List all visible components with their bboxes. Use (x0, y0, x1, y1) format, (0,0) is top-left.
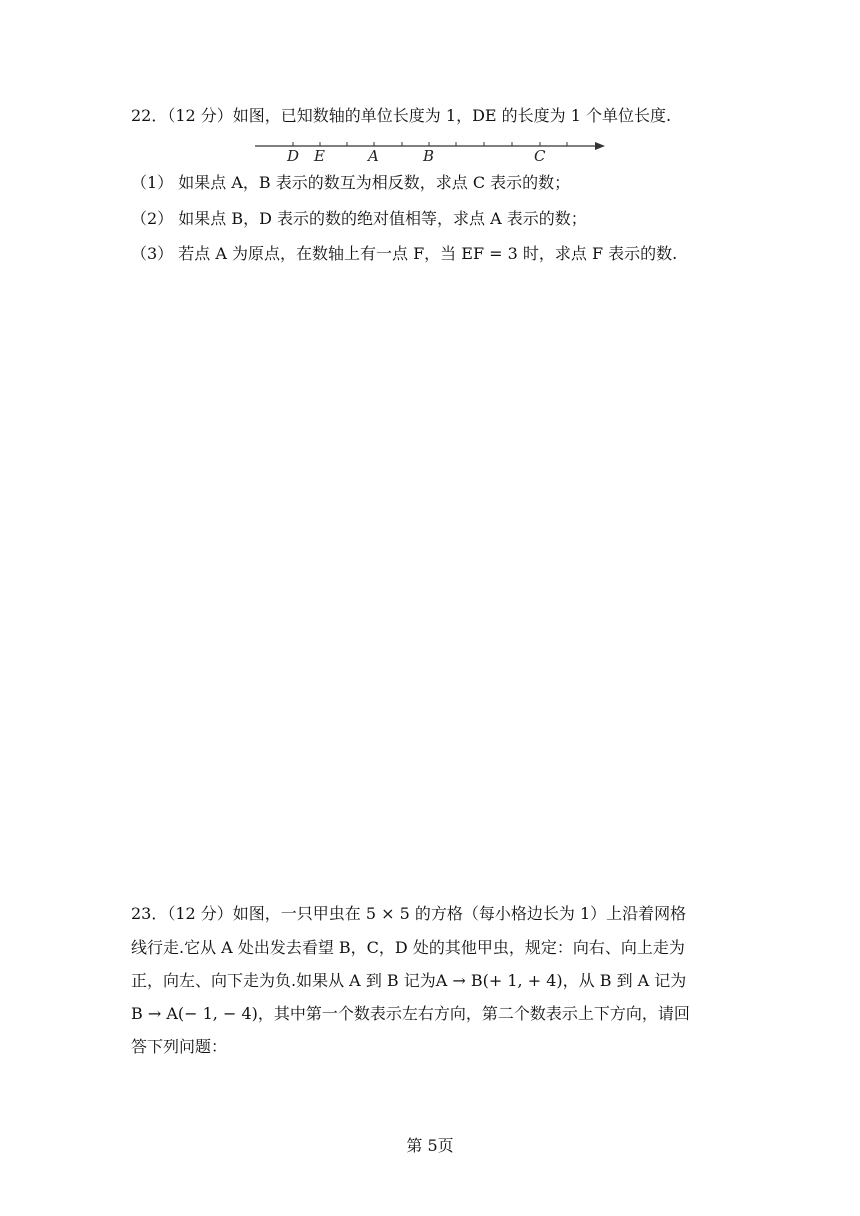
axis-label-b: B (423, 147, 435, 165)
question-23-line-1: 23．（12 分）如图，一只甲虫在 5 × 5 的方格（每小格边长为 1）上沿着网格 (131, 904, 687, 923)
page-number: 第 5页 (406, 1136, 454, 1155)
number-line-figure (250, 133, 610, 165)
axis-label-a: A (368, 147, 379, 165)
axis-label-e: E (314, 147, 325, 165)
question-23-line-4: B → A(− 1, − 4)，其中第一个数表示左右方向，第二个数表示上下方向，请回 (131, 1004, 690, 1023)
question-22-stem: 22．（12 分）如图，已知数轴的单位长度为 1，DE 的长度为 1 个单位长度. (131, 106, 672, 125)
question-23-line-5: 答下列问题： (131, 1037, 228, 1056)
question-23-line-3: 正，向左、向下走为负.如果从 A 到 B 记为A → B(+ 1, + 4)，从 B 到 A 记为 (131, 971, 687, 990)
arrow-head-icon (595, 142, 605, 150)
question-22-part-3: （3） 若点 A 为原点，在数轴上有一点 F，当 EF = 3 时，求点 F 表示的数. (131, 244, 678, 263)
axis-label-c: C (534, 147, 546, 165)
axis-label-d: D (287, 147, 300, 165)
question-22-part-2: （2） 如果点 B，D 表示的数的绝对值相等，求点 A 表示的数； (131, 209, 587, 228)
tick-marks (293, 142, 567, 146)
question-22-part-1: （1） 如果点 A，B 表示的数互为相反数，求点 C 表示的数； (131, 173, 571, 192)
question-23-line-2: 线行走.它从 A 处出发去看望 B，C，D 处的其他甲虫，规定：向右、向上走为 (131, 938, 685, 957)
